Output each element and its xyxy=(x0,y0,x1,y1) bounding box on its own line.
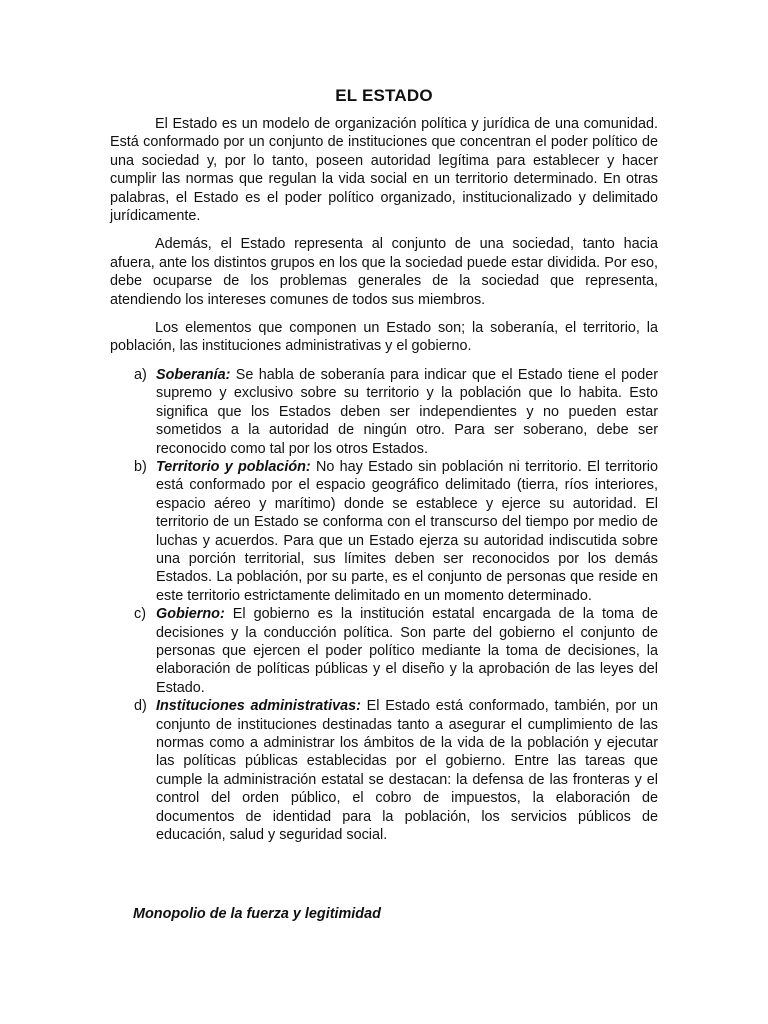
list-text: No hay Estado sin población ni territorio. El territorio está conformado por el espacio geográfico delimitado (tierra, ríos interiores, espacio aéreo y marítimo) donde se establece y ejerce su autoridad. El territorio de un Estado se conforma con el transcurso del tiempo por medio de luchas y acuerdos. Para que un Estado ejerza su autoridad indiscutida sobre una porción territorial, sus límites deben ser reconocidos por los demás Estados. La población, por su parte, es el conjunto de personas que reside en este territorio estrictamente delimitado en un momento determinado. xyxy=(156,458,658,604)
document-title: EL ESTADO xyxy=(335,86,433,105)
list-item-soberania xyxy=(134,366,658,458)
list-marker: c) xyxy=(134,606,146,623)
paragraph-representation: Además, el Estado representa al conjunto de una sociedad, tanto hacia afuera, ante los distintos grupos en los que la sociedad puede estar dividida. Por eso, debe ocuparse de los problemas generales de la sociedad que representa, atendiendo los intereses comunes de todos sus miembros. xyxy=(110,236,658,308)
section-subheading: Monopolio de la fuerza y legitimidad xyxy=(133,906,381,922)
elements-list xyxy=(134,366,658,845)
list-term: Soberanía: xyxy=(156,366,231,383)
list-term: Territorio y población: xyxy=(156,458,311,475)
list-item-gobierno xyxy=(134,605,658,697)
paragraph-elements: Los elementos que componen un Estado son; la soberanía, el territorio, la población, las instituciones administrativas y el gobierno. xyxy=(110,320,658,355)
list-marker: d) xyxy=(134,698,147,715)
list-marker: a) xyxy=(134,366,147,383)
paragraph-definition: El Estado es un modelo de organización política y jurídica de una comunidad. Está conformado por un conjunto de instituciones que concentran el poder político de una sociedad y, por lo tanto, poseen autoridad legítima para establecer y hacer cumplir las normas que regulan la vida social en un territorio determinado. En otras palabras, el Estado es el poder político organizado, institucionalizado y delimitado jurídicamente. xyxy=(110,116,658,225)
list-text: Se habla de soberanía para indicar que el Estado tiene el poder supremo y exclusivo sobre su territorio y la población que lo habita. Esto significa que los Estados deben ser independientes y no pueden estar sometidos a la autoridad de ningún otro. Para ser soberano, debe ser reconocido como tal por los otros Estados. xyxy=(156,366,658,457)
list-text: El gobierno es la institución estatal encargada de la toma de decisiones y la conducción política. Son parte del gobierno el conjunto de personas que ejercen el poder político mediante la toma de decisiones, la elaboración de políticas públicas y el diseño y la aprobación de las leyes del Estado. xyxy=(156,606,658,696)
document-page xyxy=(110,86,658,844)
list-term: Gobierno: xyxy=(156,606,225,623)
list-item-territorio xyxy=(134,458,658,605)
list-item-instituciones xyxy=(134,697,658,844)
list-marker: b) xyxy=(134,458,147,475)
list-term: Instituciones administrativas: xyxy=(156,698,361,715)
list-text: El Estado está conformado, también, por un conjunto de instituciones destinadas tanto a asegurar el cumplimiento de las normas como a administrar los ámbitos de la vida de la población y ejecutar las políticas públicas establecidas por el gobierno. Entre las tareas que cumple la administración estatal se destacan: la defensa de las fronteras y el control del orden público, el cobro de impuestos, la elaboración de documentos de identidad para la población, los servicios públicos de educación, salud y seguridad social. xyxy=(156,698,658,844)
